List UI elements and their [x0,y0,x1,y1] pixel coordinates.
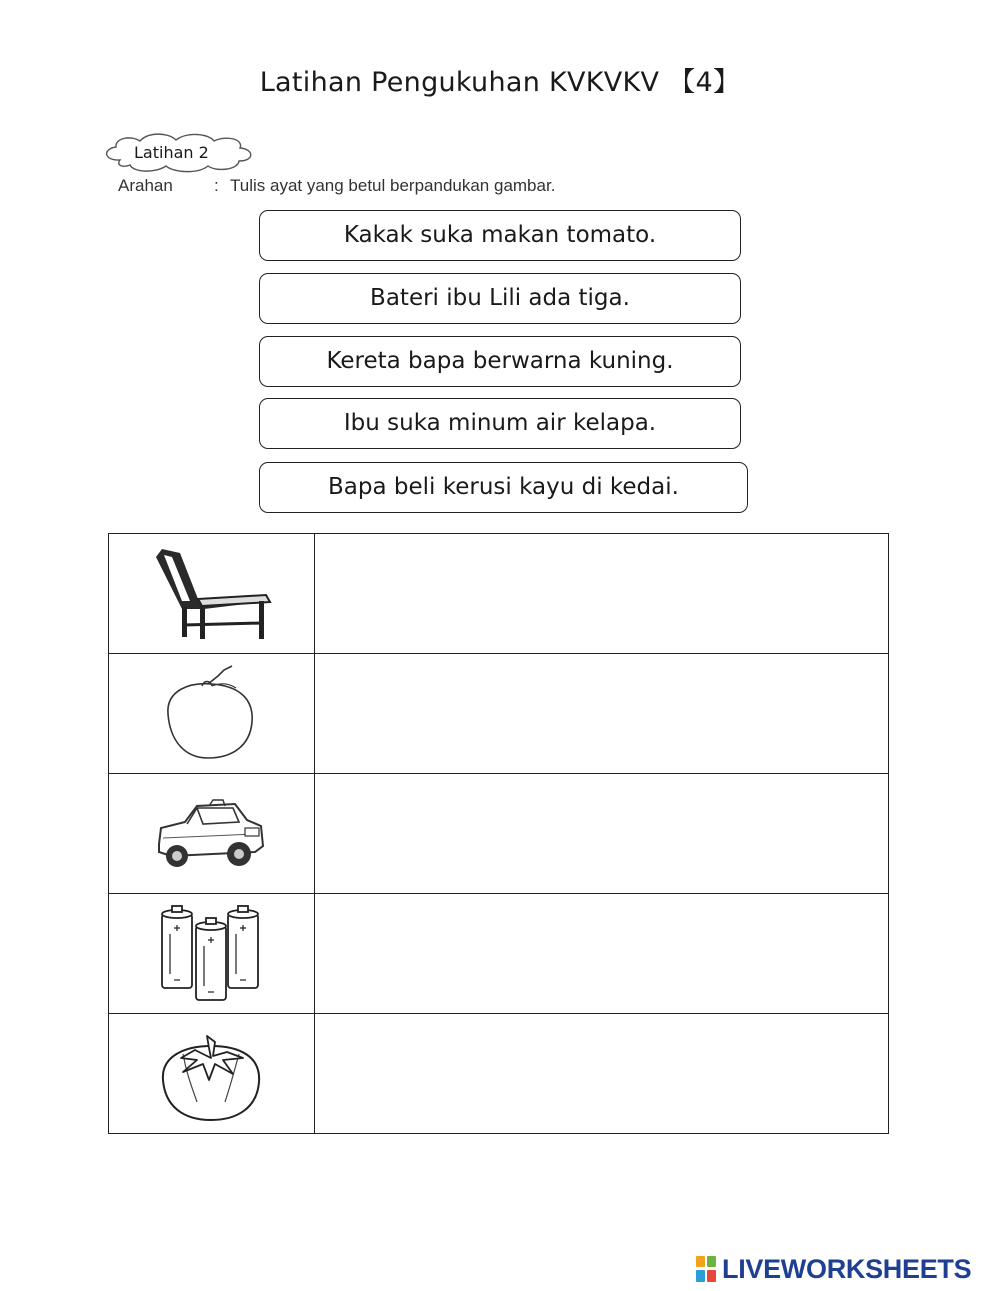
picture-cell [109,534,315,654]
sentence-card[interactable]: Ibu suka minum air kelapa. [259,398,741,449]
instruction-colon: : [214,176,219,195]
brand-logo [695,1254,971,1284]
table-row [109,1014,889,1134]
table-row [109,534,889,654]
brand-text: LIVEWORKSHEETS [722,1253,972,1284]
logo-block [707,1270,716,1282]
tomato-icon [153,1024,269,1124]
answer-cell[interactable] [314,534,888,654]
picture-cell [109,774,315,894]
sentence-card[interactable]: Kakak suka makan tomato. [259,210,741,261]
table-row [109,774,889,894]
liveworksheets-logo-icon [695,1255,717,1283]
answer-cell[interactable] [314,654,888,774]
sentence-card[interactable]: Bateri ibu Lili ada tiga. [259,273,741,324]
table-row [109,894,889,1014]
picture-cell [109,1014,315,1134]
sentence-card[interactable]: Kereta bapa berwarna kuning. [259,336,741,387]
table-row [109,654,889,774]
instruction-label: Arahan [118,176,173,195]
batteries-icon [156,904,266,1004]
answer-cell[interactable] [314,774,888,894]
answer-cell[interactable] [314,1014,888,1134]
instruction-line [118,176,555,196]
picture-cell [109,654,315,774]
logo-block [707,1256,716,1267]
logo-block [696,1256,705,1267]
section-label: Latihan 2 [134,143,209,162]
coconut-icon [146,664,276,764]
instruction-text: Tulis ayat yang betul berpandukan gambar. [230,176,556,195]
answer-cell[interactable] [314,894,888,1014]
answer-table [108,533,889,1134]
logo-block [696,1270,705,1282]
page-title: Latihan Pengukuhan KVKVKV 【4】 [259,67,741,98]
picture-cell [109,894,315,1014]
chair-icon [146,545,276,643]
sentence-card[interactable]: Bapa beli kerusi kayu di kedai. [259,462,748,513]
car-icon [151,786,271,882]
